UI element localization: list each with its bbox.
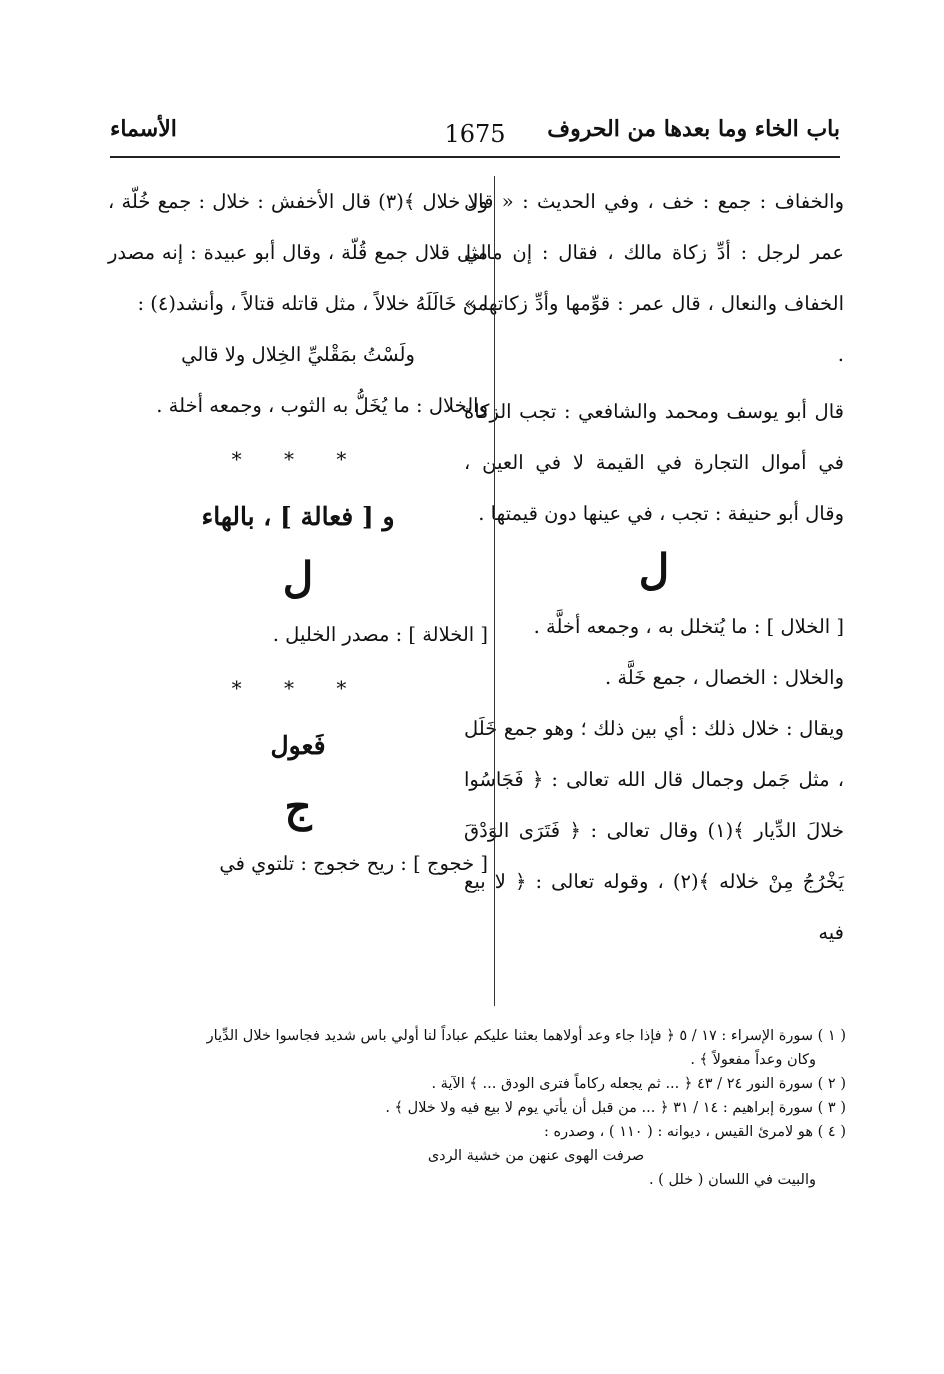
- footnote-4-verse: صرفت الهوى عنهن من خشية الردى: [427, 1148, 645, 1164]
- page-number: 1675: [444, 120, 506, 148]
- section-heading-faul: فَعول: [270, 731, 326, 760]
- letter-heading-lam: ل: [282, 553, 314, 602]
- paragraph-zakat: قال أبو يوسف ومحمد والشافعي : تجب الزكاة في أموال التجارة في القيمة لا في العين ، وقال أبو حنيفة : تجب ، في عينها دون قيمتها .: [464, 400, 844, 525]
- text-columns: [108, 176, 844, 1006]
- footnote-4-source: والبيت في اللسان ( خلل ) .: [648, 1172, 816, 1188]
- footnote-2: ( ٢ ) سورة النور ٢٤ / ٤٣ ﴿ ... ثم يجعله ركاماً فترى الودق ... ﴾ الآية .: [431, 1076, 846, 1092]
- paragraph-akhfash: ولا خلال ﴾(٣) قال الأخفش : خلال : جمع خُلّة ، مثل قلال جمع قُلّة ، وقال أبو عبيدة : إنه مصدر من خَالَلَهُ خلالاً ، مثل قاتله قتالاً ، وأنشد(٤) :: [108, 190, 489, 315]
- letter-heading-jim: ج: [284, 782, 312, 831]
- chapter-title: باب الخاء وما بعدها من الحروف: [547, 116, 840, 142]
- footnotes: [106, 1024, 846, 1192]
- footnote-1: ( ١ ) سورة الإسراء : ١٧ / ٥ ﴿ فإذا جاء وعد أولاهما بعثنا عليكم عباداً لنا أولي باس شديد فجاسوا خلال الدِّيار: [206, 1028, 846, 1044]
- paragraph-khilal-dhalik: ويقال : خلال ذلك : أي بين ذلك ؛ وهو جمع خَلَل ، مثل جَمل وجمال قال الله تعالى : ﴿ فَجَاسُوا خلالَ الدِّيار ﴾(١) وقال تعالى : ﴿ فَتَرَى الوَدْقَ يَخْرُجُ مِنْ خلاله ﴾(٢) ، وقوله تعالى : ﴿ لا بيع فيه: [464, 717, 844, 944]
- column-divider: [494, 176, 495, 1006]
- paragraph-khisal: والخلال : الخصال ، جمع خَلَّة .: [604, 666, 844, 689]
- paragraph-khilal: [ الخلال ] : ما يُتخلل به ، وجمعه أخلَّة .: [533, 615, 844, 638]
- poem-verse: ولَسْتُ بمَقْليِّ الخِلال ولا قالي: [181, 343, 415, 366]
- paragraph-khilal-thawb: والخلال : ما يُخَلُّ به الثوب ، وجمعه أخلة .: [156, 394, 488, 417]
- paragraph-khifaf: والخفاف : جمع : خف ، وفي الحديث : « قال عمر لرجل : أدِّ زكاة مالك ، فقال : إن مالي الخفاف والنعال ، قال عمر : قوِّمها وأدِّ زكاتها » .: [464, 190, 844, 366]
- page-header: [110, 112, 840, 158]
- section-separator: * * *: [231, 447, 365, 471]
- footnote-1-continued: وكان وعداً مفعولاً ﴾ .: [690, 1052, 816, 1068]
- paragraph-khajuj: [ خجوج ] : ريح خجوج : تلتوي في: [219, 852, 488, 875]
- section-heading-fiala: و [ فعالة ] ، بالهاء: [201, 502, 395, 531]
- section-separator: * * *: [231, 676, 365, 700]
- letter-heading-lam: ل: [638, 545, 670, 594]
- right-column: [464, 176, 844, 1006]
- paragraph-khilala: [ الخلالة ] : مصدر الخليل .: [272, 623, 488, 646]
- footnote-4: ( ٤ ) هو لامرئ القيس ، ديوانه : ( ١١٠ ) ، وصدره :: [544, 1124, 846, 1140]
- footnote-3: ( ٣ ) سورة إبراهيم : ١٤ / ٣١ ﴿ ... من قبل أن يأتي يوم لا بيع فيه ولا خلال ﴾ .: [385, 1100, 846, 1116]
- left-column: [108, 176, 488, 1006]
- section-title: الأسماء: [110, 116, 177, 142]
